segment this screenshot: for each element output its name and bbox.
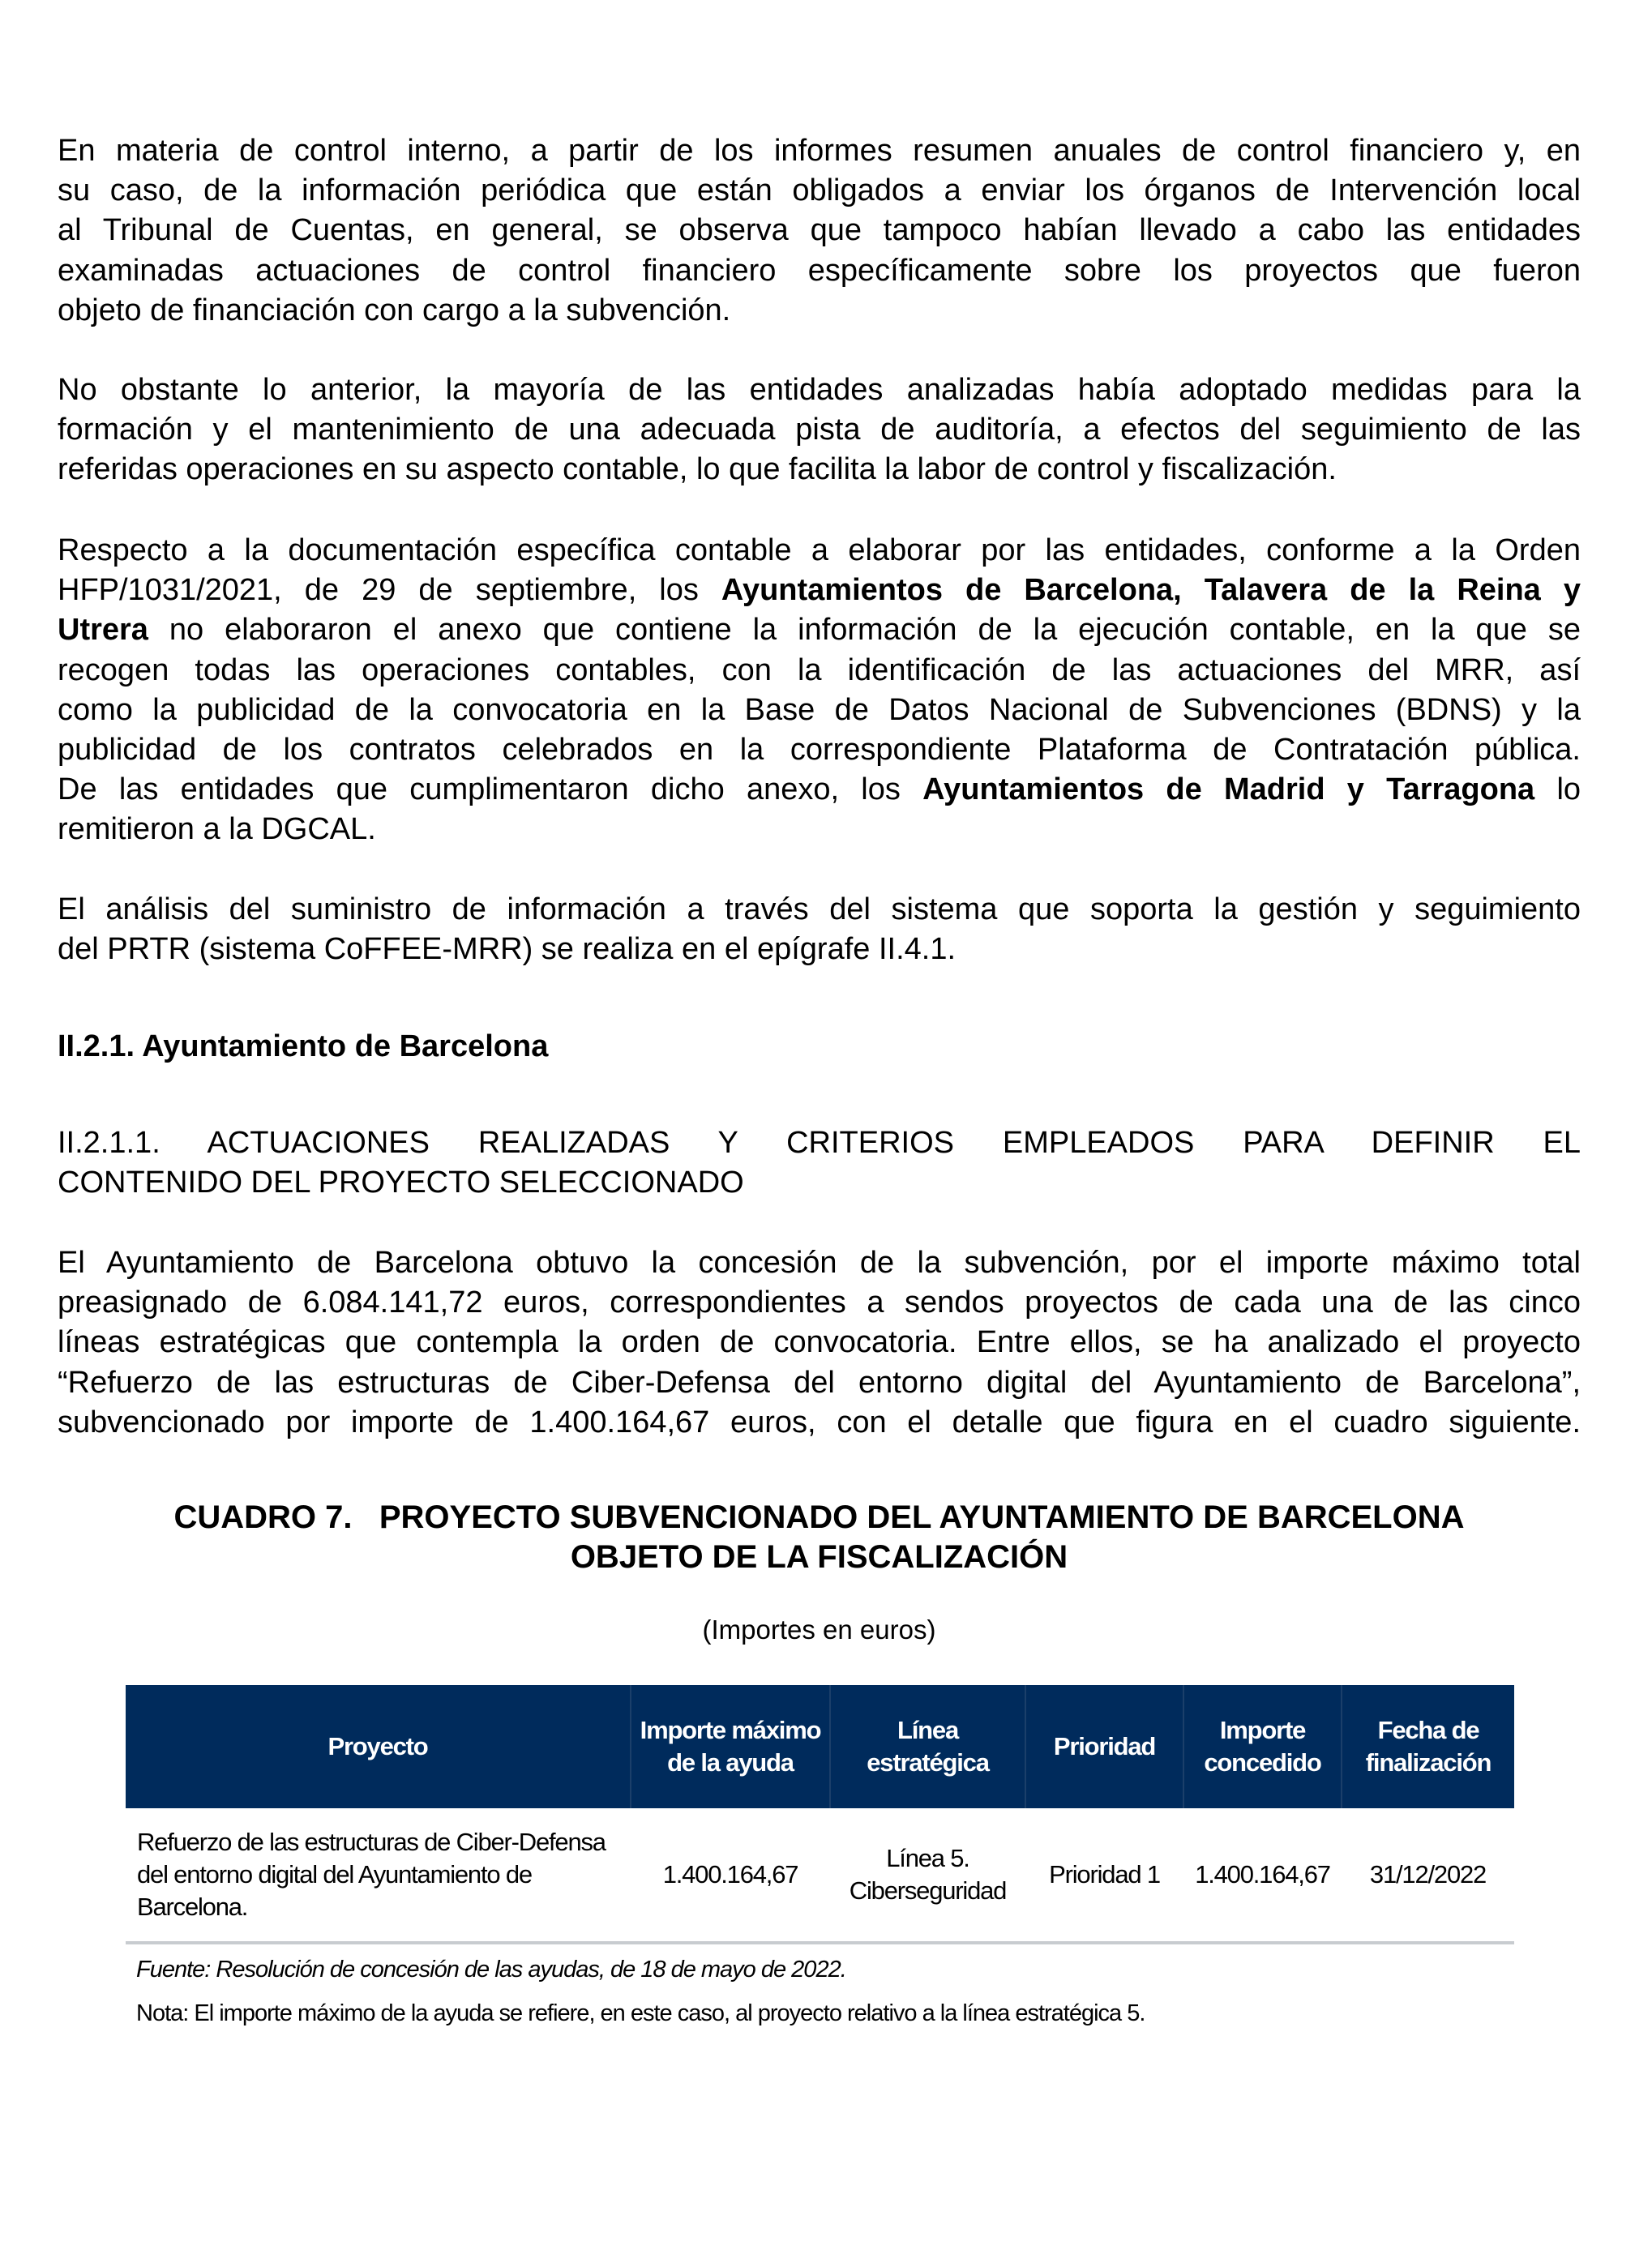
table-title	[58, 1498, 1581, 1577]
cell-proyecto: Refuerzo de las estructuras de Ciber-Defensa del entorno digital del Ayuntamiento de Barcelona.	[126, 1808, 631, 1943]
column-header-linea: Línea estratégica	[830, 1685, 1025, 1808]
bold-text: Ayuntamientos de Madrid y Tarragona	[922, 772, 1535, 807]
text-line: referidas operaciones en su aspecto contable, lo que facilita la labor de control y fiscalización.	[58, 452, 1337, 487]
cell-prioridad: Prioridad 1	[1025, 1808, 1183, 1943]
text-line: preasignado de 6.084.141,72 euros, correspondientes a sendos proyectos de cada una de las cinco	[58, 1285, 1581, 1320]
text-line: remitieron a la DGCAL.	[58, 812, 376, 847]
subsection-heading	[58, 1123, 1581, 1203]
title-line: OBJETO DE LA FISCALIZACIÓN	[570, 1539, 1068, 1575]
bold-text: Ayuntamientos de Barcelona, Talavera de la Reina y	[721, 573, 1581, 608]
paragraph-control-interno	[58, 131, 1581, 331]
text-line: formación y el mantenimiento de una adecuada pista de auditoría, a efectos del seguimiento de las	[58, 413, 1581, 447]
text-span: no elaboraron el anexo que contiene la información de la ejecución contable, en la que se	[148, 613, 1581, 648]
table-header-row	[126, 1685, 1514, 1808]
text-line: El análisis del suministro de información a través del sistema que soporta la gestión y seguimiento	[58, 892, 1581, 926]
project-table	[126, 1685, 1514, 1944]
paragraph-barcelona	[58, 1243, 1581, 1443]
cell-importe-concedido: 1.400.164,67	[1183, 1808, 1342, 1943]
text-span: HFP/1031/2021, de 29 de septiembre, los	[58, 573, 721, 608]
paragraph-documentacion-contable	[58, 531, 1581, 850]
text-span: De las entidades que cumplimentaron dicho anexo, los	[58, 772, 923, 807]
text-line: líneas estratégicas que contempla la orden de convocatoria. Entre ellos, se ha analizado el proyecto	[58, 1325, 1581, 1360]
text-line: recogen todas las operaciones contables, con la identificación de las actuaciones del MRR, así	[58, 652, 1581, 687]
text-line: al Tribunal de Cuentas, en general, se observa que tampoco habían llevado a cabo las entidades	[58, 213, 1581, 248]
table-note: Nota: El importe máximo de la ayuda se refiere, en este caso, al proyecto relativo a la línea estratégica 5.	[136, 2000, 1145, 2026]
text-line: su caso, de la información periódica que están obligados a enviar los órganos de Intervención local	[58, 173, 1581, 208]
title-line: CUADRO 7. PROYECTO SUBVENCIONADO DEL AYUNTAMIENTO DE BARCELONA	[173, 1499, 1465, 1535]
text-line: del PRTR (sistema CoFFEE-MRR) se realiza en el epígrafe II.4.1.	[58, 932, 957, 967]
text-line	[58, 571, 1581, 610]
text-line: II.2.1.1. ACTUACIONES REALIZADAS Y CRITERIOS EMPLEADOS PARA DEFINIR EL	[58, 1126, 1581, 1160]
table-units: (Importes en euros)	[702, 1615, 936, 1645]
table-source: Fuente: Resolución de concesión de las ayudas, de 18 de mayo de 2022.	[136, 1957, 846, 1983]
text-line: “Refuerzo de las estructuras de Ciber-Defensa del entorno digital del Ayuntamiento de Barcelona”,	[58, 1365, 1581, 1400]
column-header-prioridad: Prioridad	[1025, 1685, 1183, 1808]
paragraph-coffee-mrr	[58, 890, 1581, 969]
text-line	[58, 770, 1581, 810]
text-line: publicidad de los contratos celebrados en la correspondiente Plataforma de Contratación pública.	[58, 733, 1581, 768]
bold-text: Utrera	[58, 613, 148, 648]
column-header-proyecto: Proyecto	[126, 1685, 631, 1808]
text-line: CONTENIDO DEL PROYECTO SELECCIONADO	[58, 1166, 744, 1200]
paragraph-pista-auditoria	[58, 370, 1581, 490]
text-line: subvencionado por importe de 1.400.164,67 euros, con el detalle que figura en el cuadro siguiente.	[58, 1405, 1581, 1439]
cell-fecha: 31/12/2022	[1342, 1808, 1514, 1943]
table-row	[126, 1808, 1514, 1943]
column-header-importe-maximo: Importe máximo de la ayuda	[631, 1685, 830, 1808]
cell-linea: Línea 5. Ciberseguridad	[830, 1808, 1025, 1943]
text-line: Respecto a la documentación específica contable a elaborar por las entidades, conforme a la Orden	[58, 533, 1581, 567]
text-span: lo	[1534, 772, 1581, 807]
text-line: objeto de financiación con cargo a la subvención.	[58, 293, 731, 327]
column-header-importe-concedido: Importe concedido	[1183, 1685, 1342, 1808]
text-line: examinadas actuaciones de control financiero específicamente sobre los proyectos que fueron	[58, 253, 1581, 288]
text-line: En materia de control interno, a partir de los informes resumen anuales de control financiero y, en	[58, 134, 1581, 168]
text-line: como la publicidad de la convocatoria en la Base de Datos Nacional de Subvenciones (BDNS) y la	[58, 692, 1581, 727]
text-line: No obstante lo anterior, la mayoría de las entidades analizadas había adoptado medidas para la	[58, 373, 1581, 407]
section-heading: II.2.1. Ayuntamiento de Barcelona	[58, 1029, 549, 1063]
column-header-fecha: Fecha de finalización	[1342, 1685, 1514, 1808]
text-line: El Ayuntamiento de Barcelona obtuvo la concesión de la subvención, por el importe máximo total	[58, 1246, 1581, 1280]
cell-importe-maximo: 1.400.164,67	[631, 1808, 830, 1943]
text-line	[58, 610, 1581, 650]
